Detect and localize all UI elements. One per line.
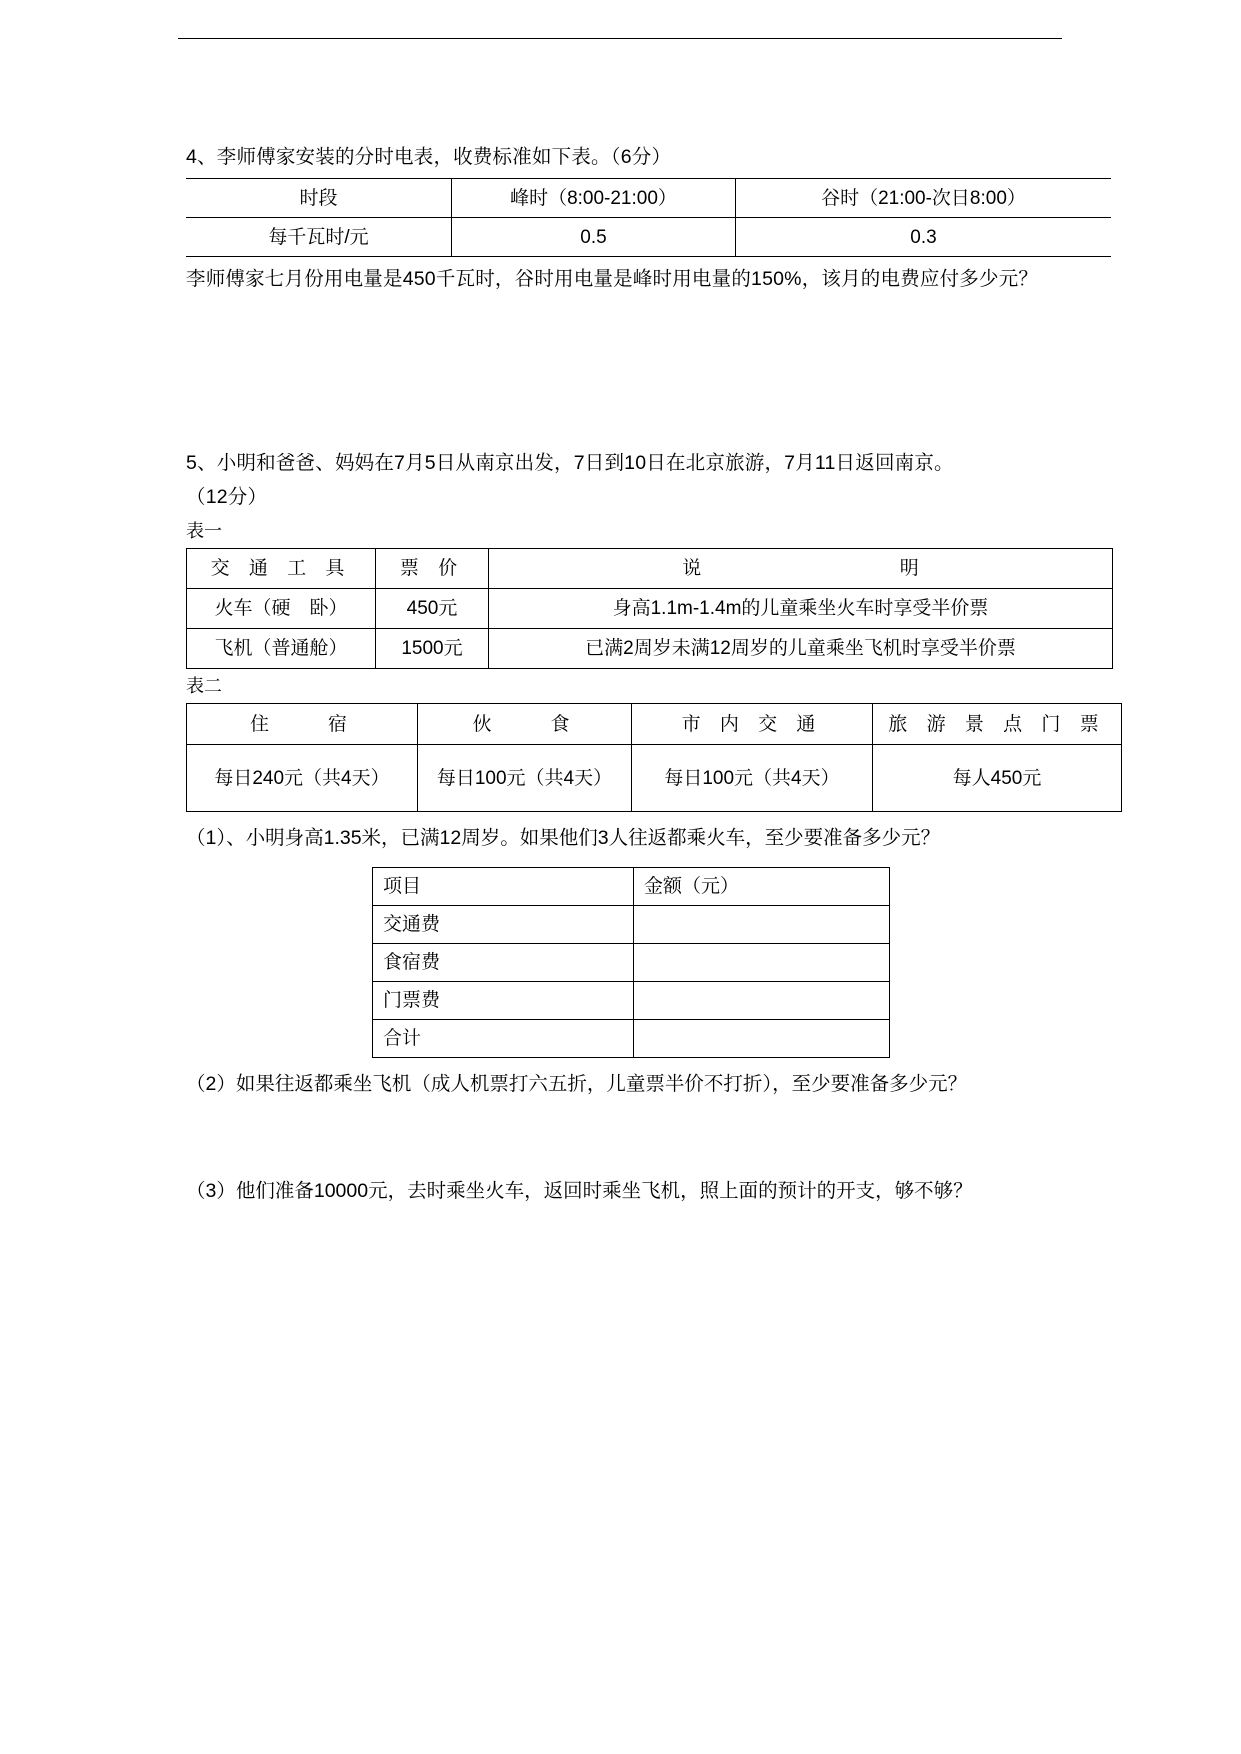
answer-label-food-lodging-fee: 食宿费 — [373, 944, 634, 982]
transport-header-note-right: 明 — [899, 558, 919, 579]
transport-train-fare: 450元 — [376, 589, 489, 629]
table-row — [373, 982, 890, 1020]
transport-header-fare: 票 价 — [376, 549, 489, 589]
table-row — [187, 629, 1113, 669]
cost-value-lodging: 每日240元（共4天） — [214, 767, 390, 789]
tariff-header-valley: 谷时（21:00-次日8:00） — [736, 179, 1112, 218]
transport-train-name: 火车（硬 卧） — [187, 589, 376, 629]
table-two-label: 表二 — [186, 676, 222, 696]
tariff-value-peak: 0.5 — [452, 218, 736, 257]
table-row — [373, 906, 890, 944]
transport-header-vehicle: 交 通 工 具 — [187, 549, 376, 589]
transport-plane-note: 已满2周岁未满12周岁的儿童乘坐飞机时享受半价票 — [489, 629, 1113, 669]
answer-blank-food-lodging-fee[interactable] — [634, 944, 890, 982]
answer-label-transport-fee: 交通费 — [373, 906, 634, 944]
table-row — [373, 944, 890, 982]
tariff-table — [186, 178, 1111, 257]
tariff-header-peak: 峰时（8:00-21:00） — [452, 179, 736, 218]
answer-header-amount: 金额（元） — [634, 868, 890, 906]
answer-label-ticket-fee: 门票费 — [373, 982, 634, 1020]
table-row — [187, 589, 1113, 629]
table-row — [187, 745, 1122, 812]
question-5-stem-line1: 5、小明和爸爸、妈妈在7月5日从南京出发，7日到10日在北京旅游，7月11日返回南京。 — [186, 452, 954, 474]
transport-plane-name: 飞机（普通舱） — [187, 629, 376, 669]
answer-label-total: 合计 — [373, 1020, 634, 1058]
transport-fare-table — [186, 548, 1113, 669]
answer-worksheet-table — [372, 867, 890, 1058]
table-row — [187, 549, 1113, 589]
cost-value-meals: 每日100元（共4天） — [436, 767, 613, 789]
cost-header-city-transport: 市 内 交 通 — [632, 704, 873, 745]
tariff-label-unit-price: 每千瓦时/元 — [186, 218, 452, 257]
transport-plane-fare: 1500元 — [376, 629, 489, 669]
cost-value-tickets: 每人450元 — [952, 767, 1042, 789]
cost-header-meals: 伙 食 — [418, 704, 632, 745]
answer-blank-total[interactable] — [634, 1020, 890, 1058]
sub-question-1: （1）、小明身高1.35米，已满12周岁。如果他们3人往返都乘火车，至少要准备多少元？ — [186, 827, 941, 849]
table-row — [187, 704, 1122, 745]
header-rule — [178, 38, 1062, 39]
table-row — [373, 1020, 890, 1058]
daily-cost-table — [186, 703, 1122, 812]
table-row — [373, 868, 890, 906]
tariff-header-period: 时段 — [186, 179, 452, 218]
work-space-q4 — [186, 296, 1086, 446]
transport-header-note-left: 说 — [682, 558, 702, 579]
answer-header-item: 项目 — [373, 868, 634, 906]
sub-question-3: （3）他们准备10000元，去时乘坐火车，返回时乘坐飞机，照上面的预计的开支，够不够？ — [186, 1180, 973, 1202]
transport-train-note: 身高1.1m-1.4m的儿童乘坐火车时享受半价票 — [489, 589, 1113, 629]
question-5-stem-line2: （12分） — [186, 486, 268, 508]
cost-header-lodging: 住 宿 — [187, 704, 418, 745]
answer-blank-ticket-fee[interactable] — [634, 982, 890, 1020]
answer-blank-transport-fee[interactable] — [634, 906, 890, 944]
cost-value-city-transport: 每日100元（共4天） — [664, 767, 840, 789]
transport-header-note — [489, 549, 1113, 589]
table-row — [186, 179, 1111, 218]
cost-header-tickets: 旅 游 景 点 门 票 — [873, 704, 1122, 745]
question-4-stem: 4、李师傅家安装的分时电表，收费标准如下表。（6分） — [186, 146, 672, 168]
document-content — [186, 140, 1106, 1208]
sub-question-2: （2）如果往返都乘坐飞机（成人机票打六五折，儿童票半价不打折），至少要准备多少元？ — [186, 1073, 968, 1095]
work-space-q5-2 — [186, 1101, 1086, 1165]
tariff-value-valley: 0.3 — [736, 218, 1112, 257]
table-one-label: 表一 — [186, 521, 222, 541]
question-4-body: 李师傅家七月份用电量是450千瓦时，谷时用电量是峰时用电量的150%，该月的电费应付多少元？ — [186, 268, 1039, 290]
table-row — [186, 218, 1111, 257]
